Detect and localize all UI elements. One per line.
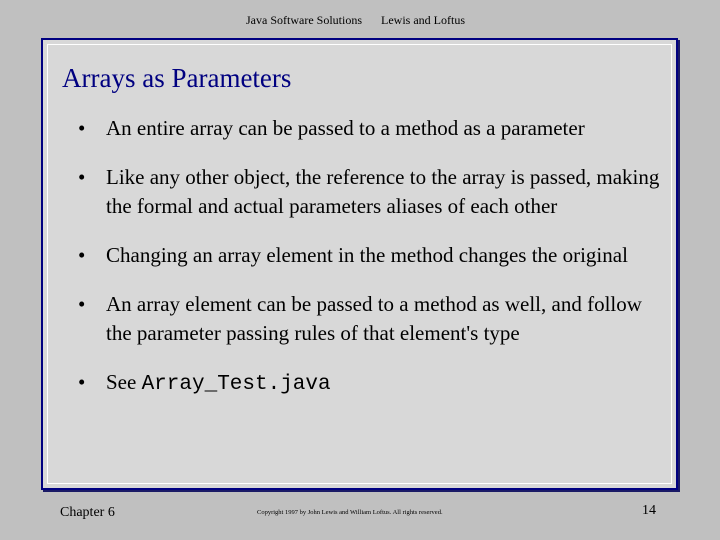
- bullet-icon: •: [78, 165, 86, 189]
- bullet-item: [78, 241, 668, 270]
- header-authors: Lewis and Loftus: [381, 13, 465, 27]
- bullet-item: [78, 290, 668, 348]
- bullet-icon: •: [78, 370, 86, 394]
- bullet-text: See: [106, 370, 142, 394]
- header-book-title: Java Software Solutions: [246, 13, 362, 27]
- bullet-icon: •: [78, 292, 86, 316]
- bullet-text: Changing an array element in the method changes the original: [106, 243, 628, 267]
- bullet-item: [78, 368, 668, 399]
- bullet-text: An entire array can be passed to a method as a parameter: [106, 116, 585, 140]
- footer-copyright: Copyright 1997 by John Lewis and William Loftus. All rights reserved.: [257, 509, 443, 516]
- bullet-list: [78, 114, 668, 419]
- bullet-text: An array element can be passed to a method as well, and follow the parameter passing rules of that element's type: [106, 292, 642, 345]
- bullet-text: Like any other object, the reference to the array is passed, making the formal and actual parameters aliases of each other: [106, 165, 660, 218]
- slide-title: Arrays as Parameters: [62, 63, 292, 93]
- bullet-icon: •: [78, 243, 86, 267]
- code-filename: Array_Test.java: [141, 373, 331, 396]
- bullet-icon: •: [78, 116, 86, 140]
- bullet-item: [78, 114, 668, 143]
- footer-chapter: Chapter 6: [60, 505, 115, 520]
- footer-page-number: 14: [642, 503, 656, 518]
- bullet-item: [78, 163, 668, 221]
